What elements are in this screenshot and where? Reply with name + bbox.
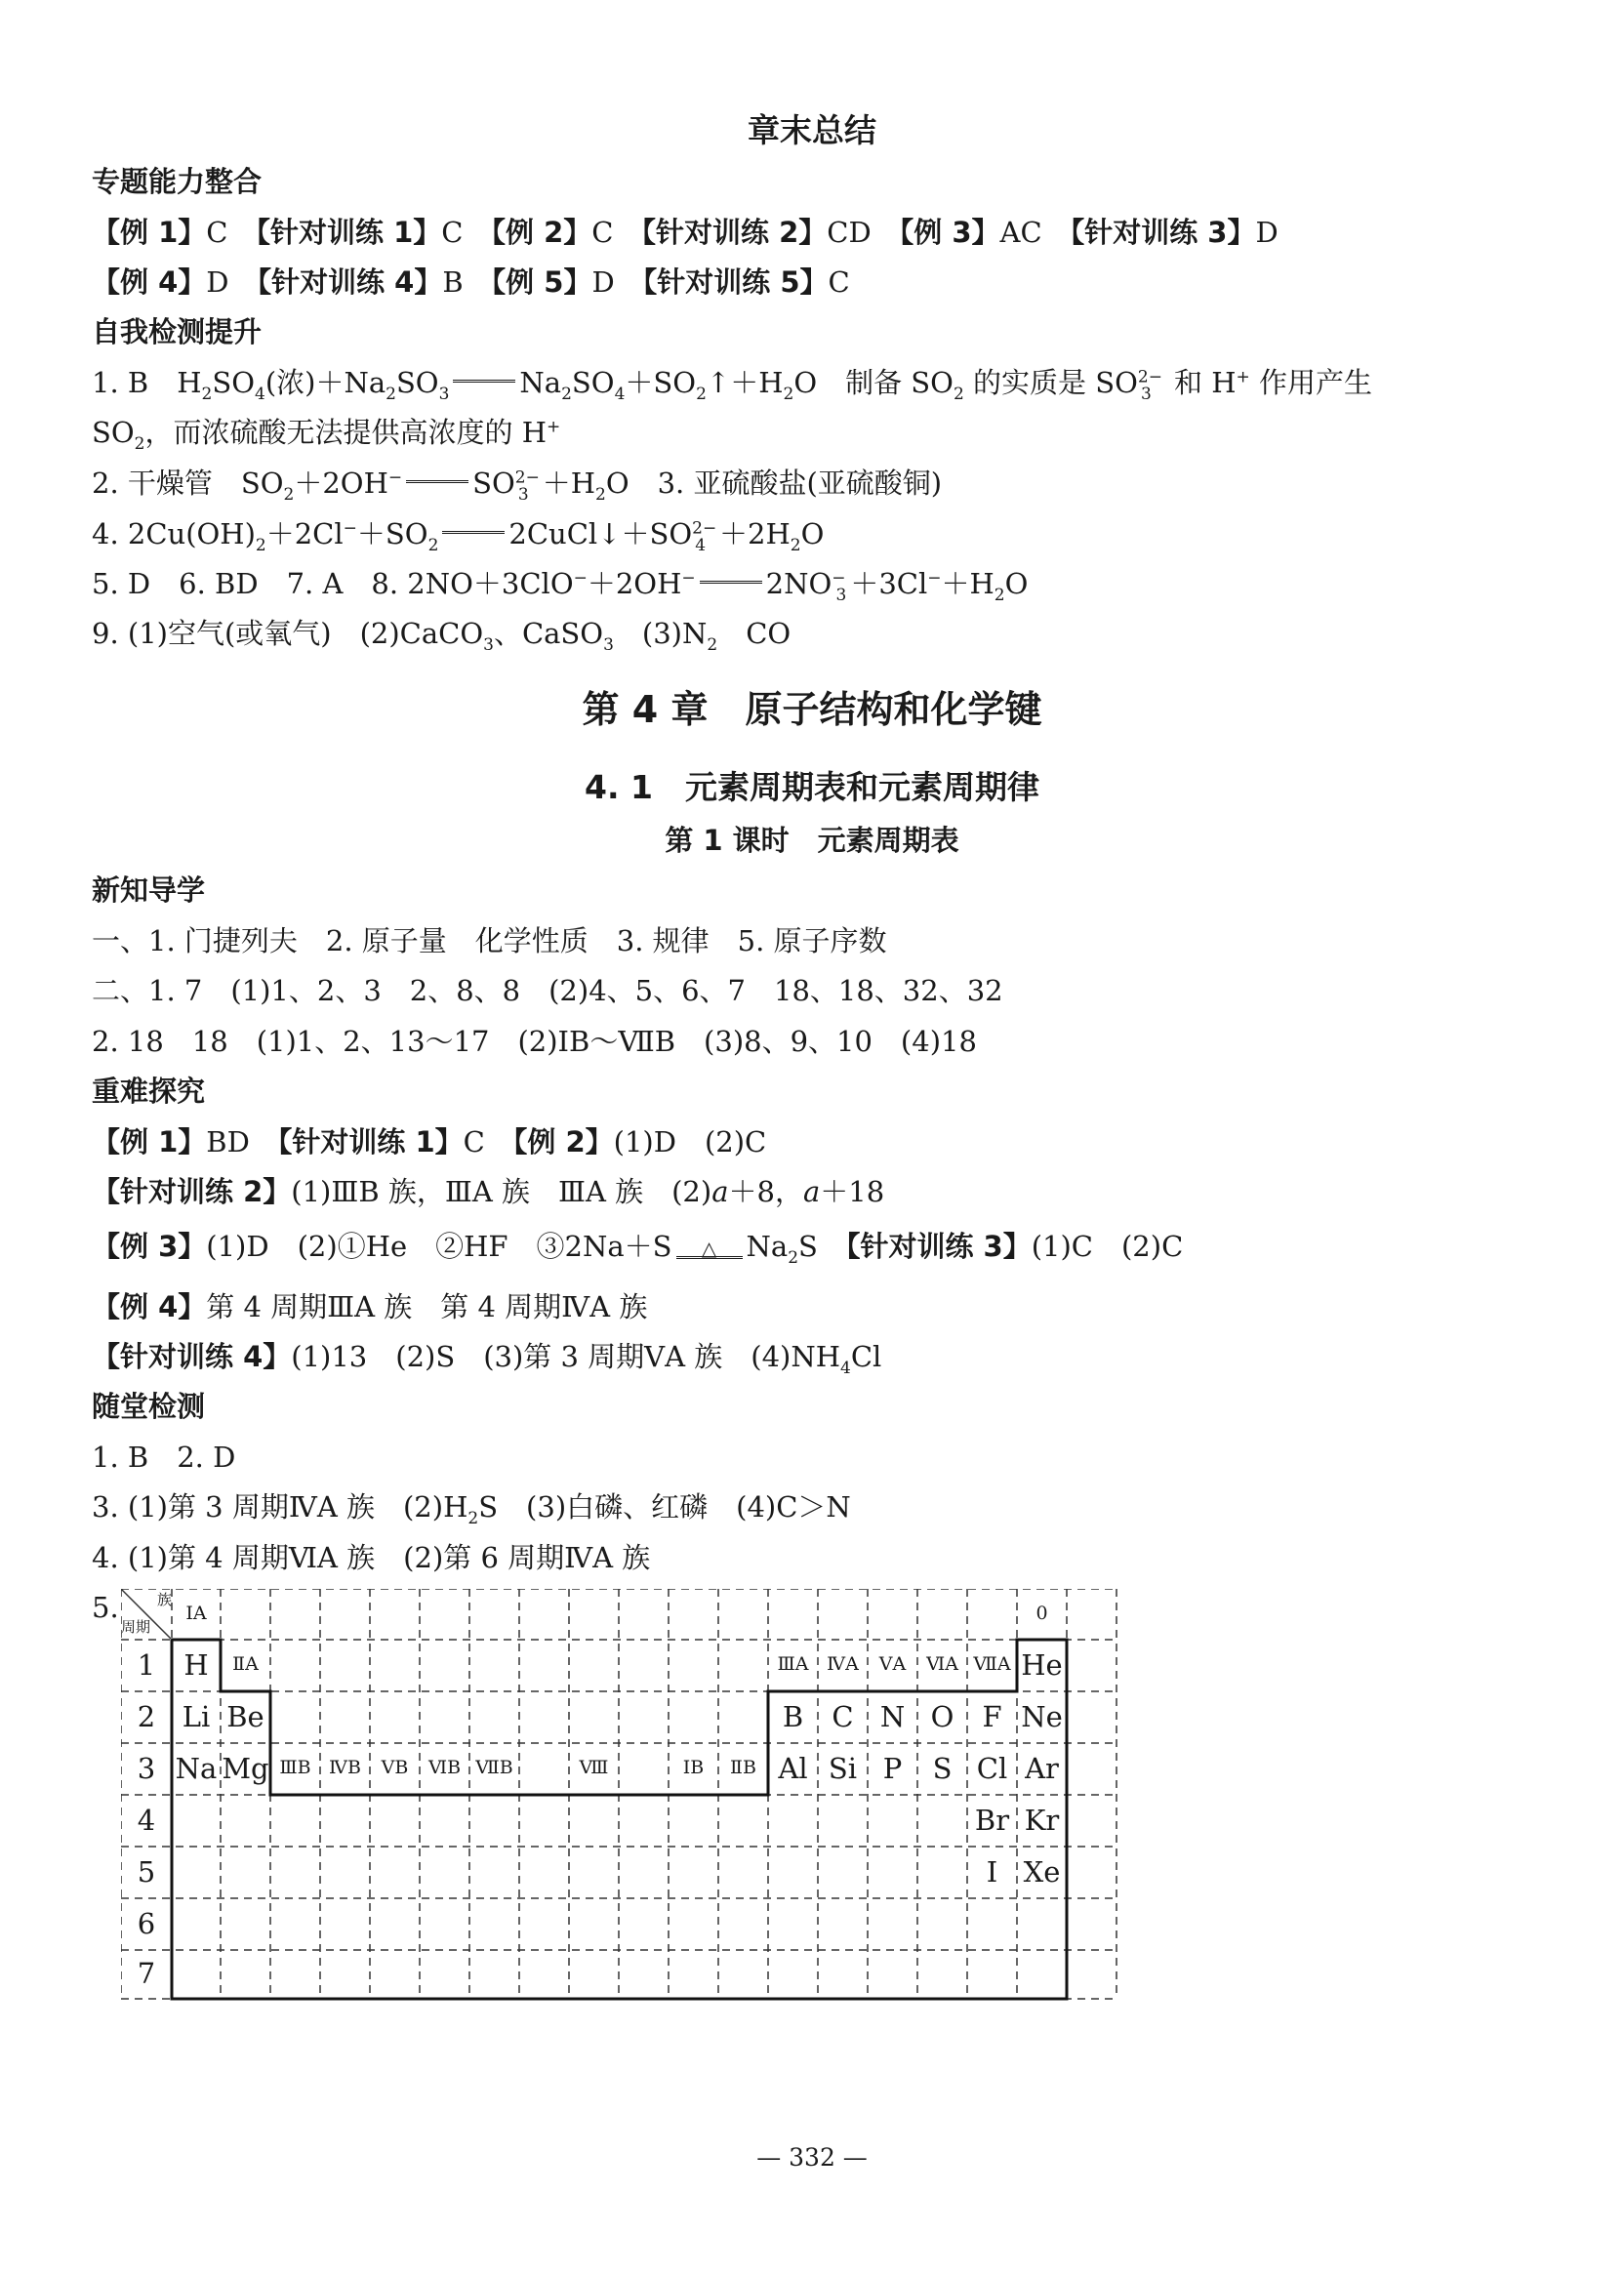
key-points-line-2: 【针对训练 2】(1)ⅢB 族，ⅢA 族 ⅢA 族 (2)a＋8，a＋18 [92,1175,885,1208]
group-IVA-label: ⅣA [827,1653,859,1675]
element-F: F [982,1700,1002,1733]
element-Na: Na [175,1752,218,1785]
self-check-line-3: 2. 干燥管 $SO_2+2OH^-$ $SO^{2-}_3 +H_2O$ 3. 亚硫酸盐(亚硫酸铜) [92,467,943,505]
equation-sign [406,480,468,483]
new-knowledge-line-3: 2. 18 18 (1)1、2、13～17 (2)ⅠB～ⅦB (3)8、9、10 (4)18 [92,1025,977,1058]
class-test-line-1: 1. B 2. D [92,1441,236,1474]
corner-period-label: 周期 [121,1618,151,1636]
heading-class-test: 随堂检测 [92,1390,206,1423]
lesson-title: 第 1 课时 元素周期表 [665,824,959,857]
group-IIA-label: ⅡA [232,1653,259,1675]
group-0-label: 0 [1035,1603,1048,1624]
heading-key-points: 重难探究 [92,1075,206,1108]
ability-line-2: 【例 4】D 【针对训练 4】B 【例 5】D 【针对训练 5】C [92,265,850,299]
period-4-label: 4 [137,1804,156,1837]
corner-group-label: 族 [156,1591,172,1608]
element-He: He [1021,1648,1063,1682]
element-N: N [879,1700,906,1733]
period-3-label: 3 [137,1752,156,1785]
key-points-line-3: 【例 3】(1)D (2)①He ②HF ③2Na＋S △ $Na_2S$ 【针对训练 3】(1)C (2)C [92,1230,1184,1268]
group-VIA-label: ⅥA [926,1653,958,1675]
group-VA-label: ⅤA [878,1653,907,1675]
element-S: S [932,1752,953,1785]
class-test-line-3: 4. (1)第 4 周期ⅥA 族 (2)第 6 周期ⅣA 族 [92,1541,651,1574]
group-IB-label: ⅠB [682,1757,705,1778]
group-VIB-label: ⅥB [427,1757,462,1778]
key-points-line-4: 【例 4】第 4 周期ⅢA 族 第 4 周期ⅣA 族 [92,1290,648,1323]
element-Si: Si [828,1752,858,1785]
element-O: O [930,1700,954,1733]
self-check-line-4: 4. $2Cu(OH)_2+2Cl^-+SO_2$ $2CuCl↓+SO^{2-}_4 +2H_2O$ [92,517,825,555]
element-Be: Be [226,1700,264,1733]
element-Cl: Cl [976,1752,1008,1785]
group-VB-label: ⅤB [381,1757,409,1778]
section-title: 4. 1 元素周期表和元素周期律 [585,768,1039,806]
equation-sign [442,531,505,534]
group-IIIB-label: ⅢB [279,1757,311,1778]
period-2-label: 2 [137,1700,156,1733]
element-Kr: Kr [1024,1804,1060,1837]
question-5-label: 5. [92,1591,119,1624]
key-points-line-5: 【针对训练 4】(1)13 (2)S (3)第 3 周期ⅤA 族 $(4)NH_4Cl$ [92,1340,882,1378]
ability-line-1: 【例 1】C 【针对训练 1】C 【例 2】C 【针对训练 2】CD 【例 3】AC 【针对训练 3】D [92,216,1279,249]
summary-title: 章末总结 [748,111,876,149]
heat-condition-sign: △ [676,1239,743,1259]
group-VIIA-label: ⅦA [973,1653,1011,1675]
period-6-label: 6 [137,1907,156,1940]
element-Xe: Xe [1023,1855,1061,1889]
element-P: P [882,1752,903,1785]
new-knowledge-line-1: 一、1. 门捷列夫 2. 原子量 化学性质 3. 规律 5. 原子序数 [92,924,887,957]
period-1-label: 1 [137,1648,156,1682]
self-check-line-2: $SO_2$，而浓硫酸无法提供高浓度的 H+ [92,416,561,454]
self-check-line-6: 9. (1)空气(或氧气) (2)CaCO$_3$、CaSO$_3$ $(3)N_2$ CO [92,617,792,655]
group-IA-label: ⅠA [185,1603,207,1624]
element-Br: Br [974,1804,1010,1837]
equation-sign [700,581,762,584]
group-IVB-label: ⅣB [329,1757,361,1778]
group-VIII-label: Ⅷ [579,1757,609,1778]
element-Ne: Ne [1021,1700,1063,1733]
self-check-line-5: 5. D 6. BD 7. A 8. 2NO＋3ClO−＋2OH− $2NO^-_3 +3Cl^-+H_2O$ [92,567,1029,605]
new-knowledge-line-2: 二、1. 7 (1)1、2、3 2、8、8 (2)4、5、6、7 18、18、32、32 [92,974,1003,1007]
group-IIIA-label: ⅢA [777,1653,809,1675]
heading-ability: 专题能力整合 [92,165,263,198]
element-Ar: Ar [1025,1752,1059,1785]
element-C: C [832,1700,854,1733]
heading-new-knowledge: 新知导学 [92,873,206,907]
element-Al: Al [778,1752,808,1785]
element-Li: Li [182,1700,211,1733]
element-Mg: Mg [222,1752,269,1785]
heading-self-check: 自我检测提升 [92,315,263,348]
class-test-line-2: 3. (1)第 3 周期ⅣA 族 $(2)H_2S$ (3)白磷、红磷 (4)C＞N [92,1490,851,1528]
equation-sign [453,380,515,383]
self-check-line-1: 1. B $H_2SO_4$(浓)$+Na_2SO_3$ $Na_2SO_4+SO_2↑+H_2O$ 制备 $SO_2$ 的实质是 $SO^{2-}_3$ 和 H+ 作用产生 [92,366,1372,404]
group-VIIB-label: ⅦB [475,1757,513,1778]
period-7-label: 7 [137,1957,156,1990]
element-H: H [183,1648,209,1682]
group-IIB-label: ⅡB [730,1757,756,1778]
element-I: I [986,1855,998,1889]
chapter-title: 第 4 章 原子结构和化学键 [582,688,1042,731]
periodic-table-grid [121,1589,1122,2003]
page-number: — 332 — [756,2143,868,2172]
element-B: B [782,1700,804,1733]
key-points-line-1: 【例 1】BD 【针对训练 1】C 【例 2】(1)D (2)C [92,1125,767,1158]
period-5-label: 5 [137,1855,156,1889]
